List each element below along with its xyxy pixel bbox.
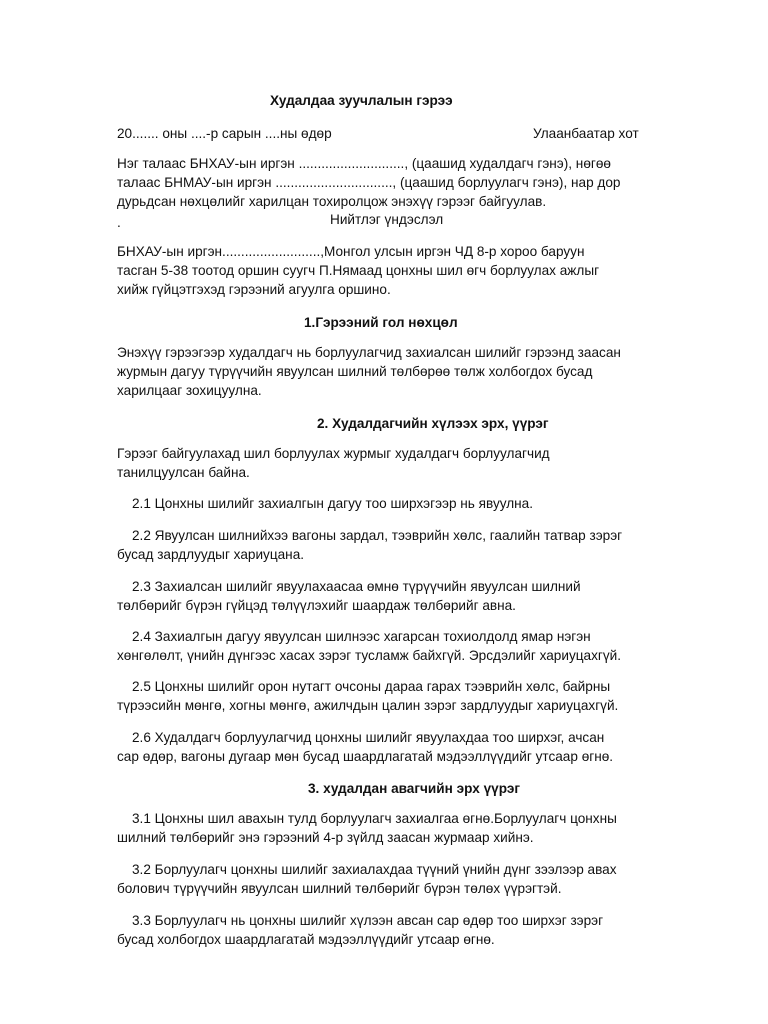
text-line: бусад холбогдох шаардлагатай мэдээллүүдийг утсаар өгнө. <box>117 932 495 947</box>
text-line: 2.4 Захиалгын дагуу явуулсан шилнээс хагарсан тохиолдолд ямар нэгэн <box>132 629 591 644</box>
text-line: түрээсийн мөнгө, хогны мөнгө, ажилчдын цалин зэрэг зардлуудыг хариуцахгүй. <box>117 698 619 713</box>
text-line: талаас БНМАУ-ын иргэн ..............................., (цаашид борлуулагч гэнэ), нар дор <box>117 175 621 190</box>
text-line: 2.2 Явуулсан шилнийхээ вагоны зардал, тээврийн хөлс, гаалийн татвар зэрэг <box>132 528 623 543</box>
clause-3-3 <box>117 911 632 949</box>
section-2-heading: 2. Худалдагчийн хүлээх эрх, үүрэг <box>317 416 549 431</box>
text-line: Гэрээг байгуулахад шил борлуулах журмыг худалдагч борлуулагчид <box>117 446 550 461</box>
section-2-intro <box>117 444 632 482</box>
text-line: шилний төлбөрийг энэ гэрээний 4-р зүйлд заасан журмаар хийнэ. <box>117 830 534 845</box>
text-line: хөнгөлөлт, үнийн дүнгээс хасах зэрэг тусламж байхгүй. Эрсдэлийг хариуцахгүй. <box>117 648 622 663</box>
clause-2-6 <box>117 728 632 766</box>
stray-dot: . <box>117 215 121 230</box>
clause-3-1 <box>117 809 632 847</box>
section-1-heading: 1.Гэрээний гол нөхцөл <box>304 315 458 330</box>
clause-2-5 <box>117 677 632 715</box>
text-line: 3.2 Борлуулагч цонхны шилийг захиалахдаа түүний үнийн дүнг зээлээр авах <box>132 862 617 877</box>
text-line: тасган 5-38 тоотод оршин суугч П.Нямаад цонхны шил өгч борлуулах ажлыг <box>117 263 600 278</box>
text-line: харилцааг зохицуулна. <box>117 383 262 398</box>
text-line: бусад зардлуудыг хариуцана. <box>117 547 305 562</box>
clause-2-4 <box>117 627 632 665</box>
text-line: 2.3 Захиалсан шилийг явуулахаасаа өмнө түрүүчийн явуулсан шилний <box>132 579 581 594</box>
clause-3-2 <box>117 860 632 898</box>
clause-2-3 <box>117 577 632 615</box>
section-1-paragraph <box>117 343 632 400</box>
date-line: 20....... оны ....-р сарын ....ны өдөр <box>117 126 332 141</box>
text-line: журмын дагуу түрүүчийн явуулсан шилний төлбөрөө төлж холбогдох бусад <box>117 364 593 379</box>
text-line: 2.1 Цонхны шилийг захиалгын дагуу тоо ширхэгээр нь явуулна. <box>132 496 534 511</box>
general-heading: Нийтлэг үндэслэл <box>330 212 444 227</box>
city-name: Улаанбаатар хот <box>533 126 639 141</box>
text-line: танилцуулсан байна. <box>117 465 250 480</box>
intro-paragraph <box>117 154 632 211</box>
text-line: 3.1 Цонхны шил авахын тулд борлуулагч захиалгаа өгнө.Борлуулагч цонхны <box>132 811 617 826</box>
text-line: Энэхүү гэрээгээр худалдагч нь борлуулагчид захиалсан шилийг гэрээнд заасан <box>117 345 621 360</box>
general-paragraph <box>117 242 632 299</box>
text-line: 2.6 Худалдагч борлуулагчид цонхны шилийг явуулахдаа тоо ширхэг, ачсан <box>132 730 605 745</box>
document-title: Худалдаа зуучлалын гэрээ <box>270 93 453 108</box>
section-3-heading: 3. худалдан авагчийн эрх үүрэг <box>308 781 520 796</box>
text-line: БНХАУ-ын иргэн..........................,Монгол улсын иргэн ЧД 8-р хороо баруун <box>117 244 585 259</box>
text-line: хийж гүйцэтгэхэд гэрээний агуулга оршино. <box>117 282 391 297</box>
text-line: сар өдөр, вагоны дугаар мөн бусад шаардлагатай мэдээллүүдийг утсаар өгнө. <box>117 749 614 764</box>
text-line: 2.5 Цонхны шилийг орон нутагт очсоны дараа гарах тээврийн хөлс, байрны <box>132 679 611 694</box>
text-line: болович түрүүчийн явуулсан шилний төлбөрийг бүрэн төлөх үүрэгтэй. <box>117 881 562 896</box>
clause-2-1 <box>132 494 637 513</box>
text-line: дурьдсан нөхцөлийг харилцан тохиролцож энэхүү гэрээг байгуулав. <box>117 194 547 209</box>
text-line: төлбөрийг бүрэн гүйцэд төлүүлэхийг шаардаж төлбөрийг авна. <box>117 598 516 613</box>
clause-2-2 <box>117 526 632 564</box>
text-line: Нэг талаас БНХАУ-ын иргэн ............................, (цаашид худалдагч гэнэ), нөгөө <box>117 156 611 171</box>
text-line: 3.3 Борлуулагч нь цонхны шилийг хүлээн авсан сар өдөр тоо ширхэг зэрэг <box>132 913 604 928</box>
